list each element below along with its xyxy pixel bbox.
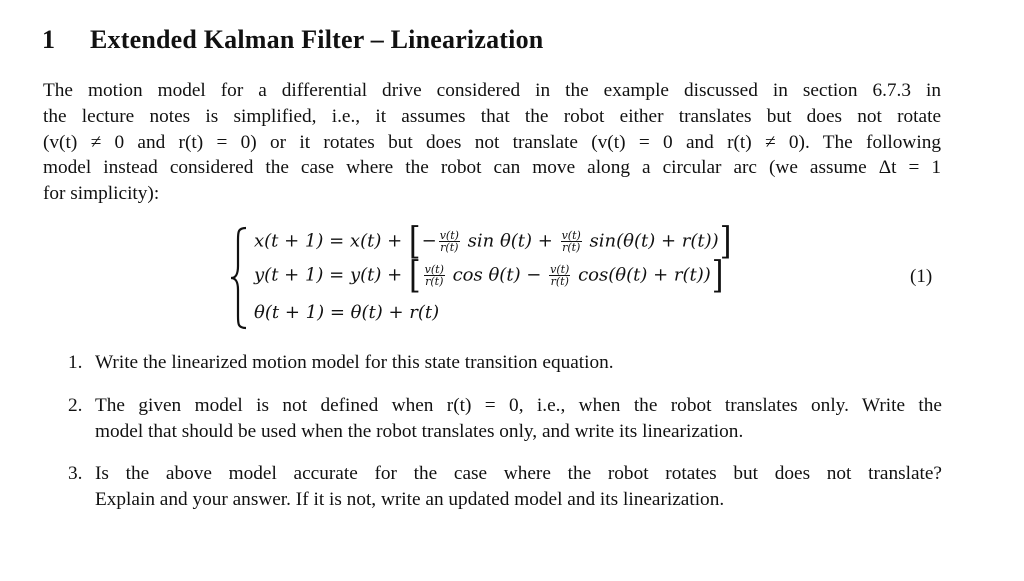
list-item — [68, 350, 942, 376]
list-marker: 1. — [68, 352, 83, 373]
equation-row-theta: θ(t + 1) = θ(t) + r(t) — [254, 302, 440, 323]
question-line: model that should be used when the robot translates only, and write its linearization. — [95, 420, 744, 442]
equation-number: (1) — [910, 266, 933, 287]
equation-row-x: x(t + 1) = x(t) + [− $\frac{v(t)}{r(t)}$ sin θ(t) + $\frac{v(t)}{r(t)}$ sin(θ(t) + r(t))] — [254, 219, 732, 263]
section-number: 1 — [42, 25, 56, 54]
list-item — [68, 461, 942, 513]
question-line: Is the above model accurate for the case where the robot rotates but does not translate? — [95, 463, 942, 485]
list-marker: 2. — [68, 394, 83, 416]
list-marker: 3. — [68, 463, 83, 485]
motion-model-equation — [228, 219, 948, 330]
equation-row-y: y(t + 1) = y(t) + [ $\frac{v(t)}{r(t)}$ cos θ(t) − $\frac{v(t)}{r(t)}$ cos(θ(t) + r(t))] — [254, 253, 724, 297]
intro-line: for simplicity): — [43, 183, 160, 205]
fraction: $\frac{v(t)}{r(t)}$ — [439, 229, 459, 254]
section-title: Extended Kalman Filter – Linearization — [90, 25, 544, 54]
fraction: $\frac{v(t)}{r(t)}$ — [561, 229, 581, 254]
intro-line: The motion model for a differential drive considered in the example discussed in section 6.7.3 in — [43, 80, 941, 101]
question-line: Write the linearized motion model for this state transition equation. — [95, 352, 614, 373]
question-line: The given model is not defined when r(t) = 0, i.e., when the robot translates only. Write the — [95, 394, 942, 416]
intro-paragraph — [43, 78, 941, 207]
intro-line: the lecture notes is simplified, i.e., it assumes that the robot either translates but does not rotate — [43, 105, 941, 127]
list-item — [68, 393, 942, 445]
fraction: $\frac{v(t)}{r(t)}$ — [424, 263, 444, 288]
question-line: Explain and your answer. If it is not, write an updated model and its linearization. — [95, 489, 725, 511]
intro-line: (v(t) ≠ 0 and r(t) = 0) or it rotates but does not translate (v(t) = 0 and r(t) ≠ 0). The following — [43, 131, 941, 153]
question-list — [68, 350, 942, 530]
left-brace-icon — [228, 226, 250, 330]
section-heading — [42, 25, 543, 55]
intro-line: model instead considered the case where the robot can move along a circular arc (we assume Δt = 1 — [43, 157, 941, 179]
fraction: $\frac{v(t)}{r(t)}$ — [550, 263, 570, 288]
